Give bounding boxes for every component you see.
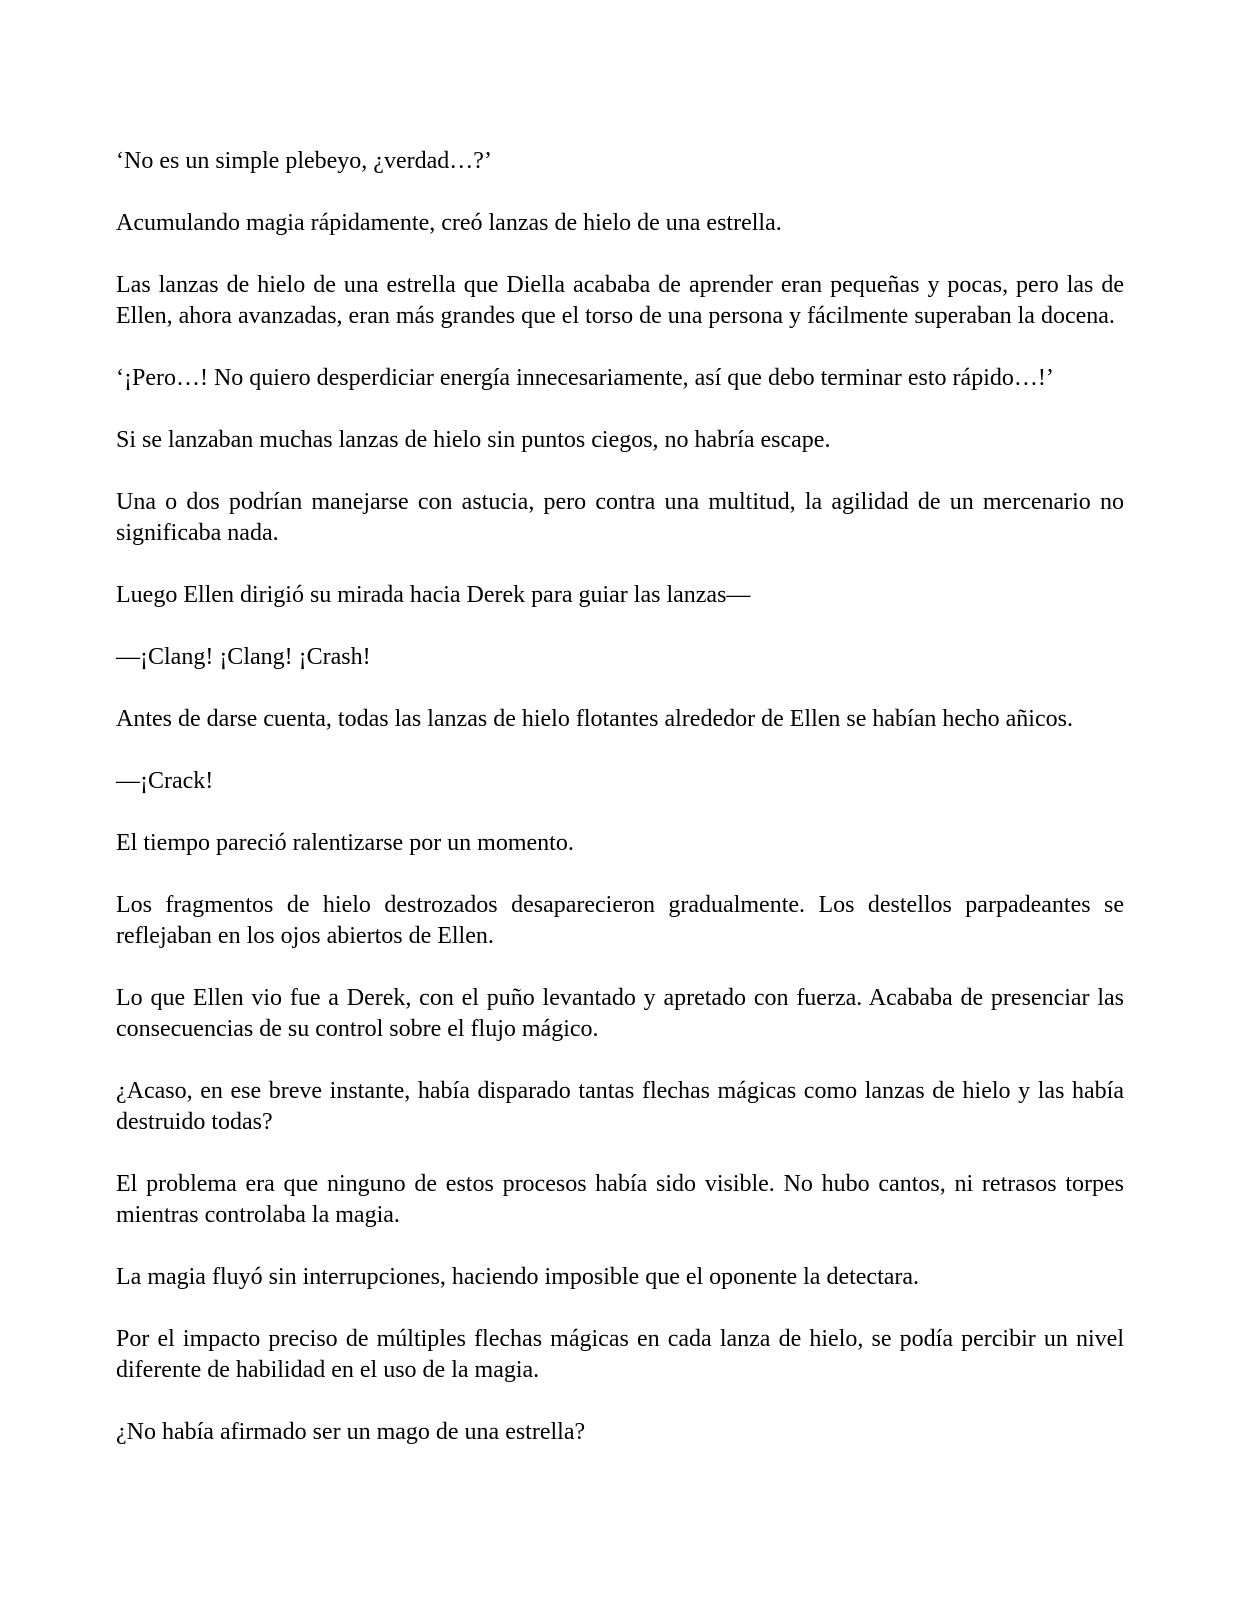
paragraph-13: Lo que Ellen vio fue a Derek, con el puño levantado y apretado con fuerza. Acababa de presenciar las consecuencias de su control sobre el flujo mágico. bbox=[116, 985, 1124, 1042]
paragraph-7: Luego Ellen dirigió su mirada hacia Derek para guiar las lanzas— bbox=[116, 582, 751, 608]
paragraph-10: —¡Crack! bbox=[116, 768, 214, 794]
paragraph-2: Acumulando magia rápidamente, creó lanzas de hielo de una estrella. bbox=[116, 210, 782, 236]
paragraph-9: Antes de darse cuenta, todas las lanzas de hielo flotantes alrededor de Ellen se habían hecho añicos. bbox=[116, 706, 1073, 732]
paragraph-1: ‘No es un simple plebeyo, ¿verdad…?’ bbox=[116, 148, 492, 174]
paragraph-3: Las lanzas de hielo de una estrella que Diella acababa de aprender eran pequeñas y pocas, pero las de Ellen, ahora avanzadas, eran más grandes que el torso de una persona y fácilmente superaban la docena. bbox=[116, 272, 1124, 329]
paragraph-14: ¿Acaso, en ese breve instante, había disparado tantas flechas mágicas como lanzas de hielo y las había destruido todas? bbox=[116, 1078, 1124, 1135]
paragraph-16: La magia fluyó sin interrupciones, haciendo imposible que el oponente la detectara. bbox=[116, 1264, 920, 1290]
paragraph-11: El tiempo pareció ralentizarse por un momento. bbox=[116, 830, 574, 856]
paragraph-12: Los fragmentos de hielo destrozados desaparecieron gradualmente. Los destellos parpadeantes se reflejaban en los ojos abiertos de Ellen. bbox=[116, 892, 1124, 949]
paragraph-15: El problema era que ninguno de estos procesos había sido visible. No hubo cantos, ni retrasos torpes mientras controlaba la magia. bbox=[116, 1171, 1124, 1228]
paragraph-4: ‘¡Pero…! No quiero desperdiciar energía innecesariamente, así que debo terminar esto rápido…!’ bbox=[116, 365, 1054, 391]
paragraph-18: ¿No había afirmado ser un mago de una estrella? bbox=[116, 1419, 586, 1445]
document-page bbox=[116, 146, 1124, 1479]
paragraph-6: Una o dos podrían manejarse con astucia, pero contra una multitud, la agilidad de un mercenario no significaba nada. bbox=[116, 489, 1124, 546]
paragraph-17: Por el impacto preciso de múltiples flechas mágicas en cada lanza de hielo, se podía percibir un nivel diferente de habilidad en el uso de la magia. bbox=[116, 1326, 1124, 1383]
paragraph-5: Si se lanzaban muchas lanzas de hielo sin puntos ciegos, no habría escape. bbox=[116, 427, 831, 453]
paragraph-8: —¡Clang! ¡Clang! ¡Crash! bbox=[116, 644, 371, 670]
